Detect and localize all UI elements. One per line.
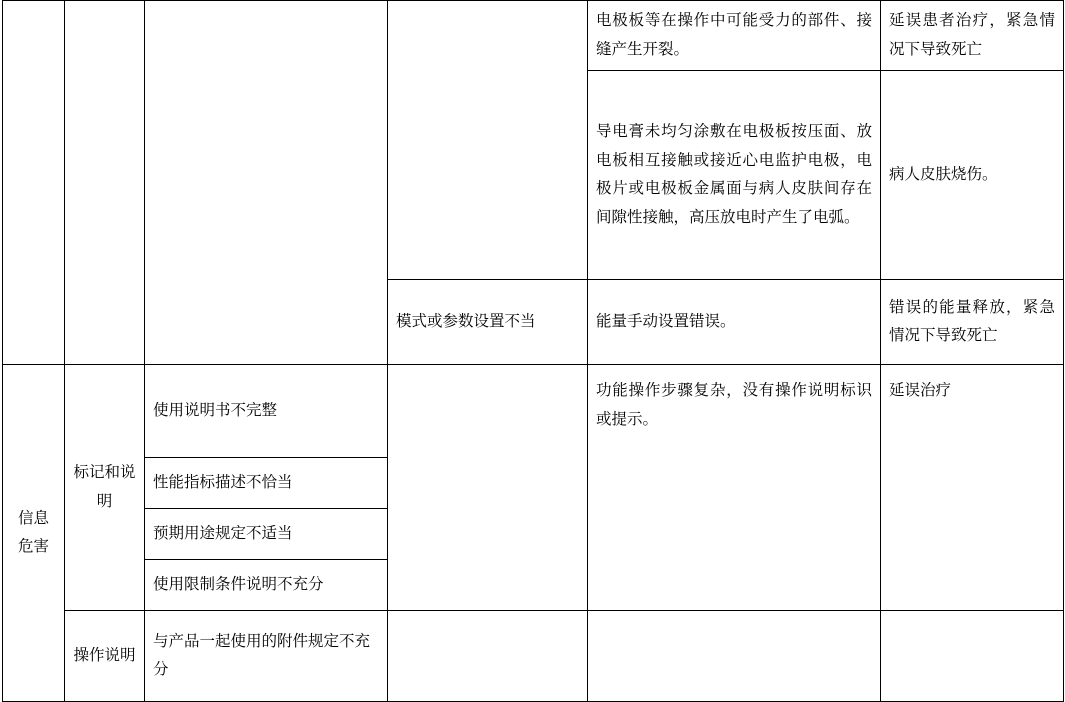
cell-consequence: 病人皮肤烧伤。 (881, 71, 1064, 280)
table-row (3, 1, 1064, 71)
cell-cause-detail: 能量手动设置错误。 (588, 280, 881, 365)
cell-cause-group-empty (388, 611, 588, 702)
risk-analysis-table (2, 0, 1064, 702)
cell-cause-detail-empty (588, 611, 881, 702)
cell-cause-detail: 功能操作步骤复杂，没有操作说明标识或提示。 (588, 365, 881, 611)
cell-cause-group-empty (388, 1, 588, 280)
table-row (3, 365, 1064, 458)
cell-cause-detail: 导电膏未均匀涂敷在电极板按压面、放电板相互接触或接近心电监护电极，电极片或电极板金属面与病人皮肤间存在间隙性接触，高压放电时产生了电弧。 (588, 71, 881, 280)
cell-consequence: 延误患者治疗，紧急情况下导致死亡 (881, 1, 1064, 71)
cell-hazard-item: 性能指标描述不恰当 (145, 458, 388, 509)
cell-hazard-category-empty (3, 1, 65, 365)
cell-consequence: 延误治疗 (881, 365, 1064, 611)
cell-cause-detail: 电极板等在操作中可能受力的部件、接缝产生开裂。 (588, 1, 881, 71)
cell-consequence: 错误的能量释放，紧急情况下导致死亡 (881, 280, 1064, 365)
cell-hazard-sub-empty (65, 1, 145, 365)
cell-hazard-sub-marking: 标记和说明 (65, 365, 145, 611)
cell-hazard-sub-operation: 操作说明 (65, 611, 145, 702)
cell-cause-group-empty (388, 365, 588, 611)
cell-hazard-item: 与产品一起使用的附件规定不充分 (145, 611, 388, 702)
cell-hazard-item-empty (145, 1, 388, 365)
cell-consequence-empty (881, 611, 1064, 702)
cell-hazard-category-info: 信息危害 (3, 365, 65, 702)
cell-hazard-item: 使用说明书不完整 (145, 365, 388, 458)
cell-hazard-item: 预期用途规定不适当 (145, 509, 388, 560)
cell-hazard-item: 使用限制条件说明不充分 (145, 560, 388, 611)
table-row (3, 611, 1064, 702)
cell-cause-group: 模式或参数设置不当 (388, 280, 588, 365)
